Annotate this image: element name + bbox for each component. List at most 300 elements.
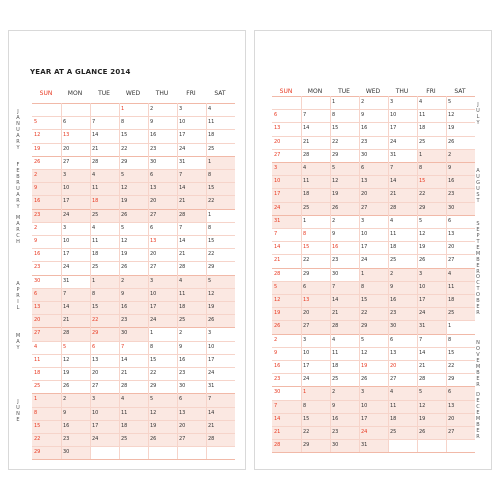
date-cell: 30 — [34, 277, 41, 284]
date-cell: 31 — [419, 323, 426, 330]
date-cell: 26 — [121, 264, 128, 271]
date-cell: 4 — [303, 165, 307, 171]
date-cell: 27 — [179, 436, 186, 442]
date-cell: 25 — [303, 204, 310, 211]
date-cell: 21 — [303, 138, 310, 145]
date-cell: 6 — [179, 396, 183, 403]
date-cell: 29 — [208, 264, 215, 271]
date-cell: 5 — [63, 343, 67, 350]
date-cell: 10 — [361, 402, 368, 409]
date-cell: 11 — [390, 231, 397, 237]
date-cell: 30 — [332, 442, 339, 449]
date-cell: 12 — [34, 132, 41, 139]
date-cell: 3 — [92, 396, 96, 403]
date-cell: 16 — [332, 244, 339, 251]
date-cell: 26 — [150, 436, 157, 442]
column-divider — [388, 96, 389, 452]
date-cell: 31 — [274, 217, 281, 224]
date-cell: 10 — [179, 119, 186, 126]
date-cell: 21 — [208, 422, 215, 429]
date-cell: 6 — [448, 217, 452, 224]
date-cell: 23 — [63, 436, 70, 442]
date-cell: 4 — [448, 270, 452, 277]
date-cell: 4 — [121, 396, 125, 403]
date-cell: 5 — [448, 99, 452, 105]
date-cell: 3 — [274, 165, 278, 171]
date-cell: 1 — [150, 330, 154, 337]
date-cell: 28 — [63, 330, 70, 337]
date-cell: 23 — [150, 145, 157, 152]
date-cell: 10 — [303, 349, 310, 356]
day-header-fri: FRI — [186, 90, 196, 97]
date-cell: 5 — [34, 119, 38, 126]
date-cell: 10 — [63, 238, 70, 244]
date-cell: 17 — [150, 304, 157, 310]
date-cell: 28 — [121, 383, 128, 390]
date-cell: 14 — [274, 244, 281, 251]
date-cell: 28 — [179, 264, 186, 271]
date-cell: 22 — [332, 138, 339, 145]
date-cell: 21 — [63, 317, 70, 324]
date-cell: 20 — [274, 138, 281, 145]
date-cell: 8 — [208, 224, 212, 231]
date-cell: 30 — [390, 323, 397, 330]
date-cell: 17 — [208, 356, 215, 363]
date-cell: 20 — [63, 145, 70, 152]
day-header-sun: SUN — [279, 88, 293, 95]
date-cell: 9 — [121, 290, 125, 297]
date-cell: 16 — [390, 297, 397, 303]
date-cell: 11 — [92, 185, 99, 192]
date-cell: 1 — [208, 211, 212, 218]
date-cell: 15 — [150, 356, 157, 363]
date-cell: 6 — [303, 283, 307, 290]
day-header-wed: WED — [365, 88, 381, 95]
date-cell: 14 — [92, 132, 99, 139]
month-label-february: F E B R U A R Y — [16, 161, 20, 210]
date-cell: 6 — [390, 336, 394, 343]
date-cell: 18 — [390, 415, 397, 422]
date-cell: 16 — [448, 178, 455, 185]
date-cell: 10 — [361, 231, 368, 237]
column-divider — [446, 96, 447, 452]
date-cell: 14 — [208, 409, 215, 416]
date-cell: 6 — [150, 224, 154, 231]
month-label-august: A U G U S T — [476, 168, 480, 204]
week-row — [32, 103, 235, 116]
date-cell: 5 — [274, 283, 278, 290]
date-cell: 23 — [390, 310, 397, 317]
date-cell: 28 — [208, 436, 215, 442]
date-cell: 11 — [179, 290, 186, 297]
column-divider — [119, 103, 120, 459]
date-cell: 29 — [361, 323, 368, 330]
date-cell: 14 — [419, 349, 426, 356]
date-cell: 22 — [208, 251, 215, 258]
date-cell: 22 — [419, 191, 426, 198]
week-row — [272, 96, 475, 109]
date-cell: 2 — [34, 172, 38, 178]
day-header-sat: SAT — [454, 88, 466, 95]
date-cell: 4 — [390, 389, 394, 396]
date-cell: 7 — [303, 112, 307, 119]
date-cell: 21 — [274, 257, 281, 264]
date-cell: 31 — [361, 442, 368, 449]
date-cell: 1 — [419, 151, 423, 158]
date-cell: 8 — [361, 283, 365, 290]
date-cell: 10 — [390, 112, 397, 119]
date-cell: 2 — [34, 224, 38, 231]
date-cell: 30 — [150, 158, 157, 165]
date-cell: 12 — [63, 356, 70, 363]
date-cell: 18 — [121, 422, 128, 429]
date-cell: 27 — [448, 429, 455, 435]
date-cell: 17 — [390, 125, 397, 132]
date-cell: 13 — [34, 304, 41, 310]
column-divider — [177, 103, 178, 459]
grid-bottom-line — [272, 452, 475, 453]
date-cell: 11 — [332, 349, 339, 356]
date-cell: 2 — [361, 99, 365, 105]
date-cell: 16 — [179, 356, 186, 363]
date-cell: 15 — [34, 422, 41, 429]
day-header-tue: TUE — [98, 90, 110, 97]
date-cell: 9 — [448, 165, 452, 171]
date-cell: 24 — [63, 211, 70, 218]
date-cell: 8 — [419, 165, 423, 171]
column-divider — [301, 96, 302, 452]
date-cell: 16 — [34, 251, 41, 258]
date-cell: 12 — [121, 185, 128, 192]
month-label-december: D E C E M B E R — [475, 392, 481, 441]
date-cell: 21 — [179, 198, 186, 205]
date-cell: 24 — [179, 145, 186, 152]
date-cell: 15 — [303, 244, 310, 251]
date-cell: 9 — [390, 283, 394, 290]
column-divider — [417, 96, 418, 452]
date-cell: 21 — [179, 251, 186, 258]
date-cell: 22 — [303, 429, 310, 435]
date-cell: 25 — [208, 145, 215, 152]
date-cell: 27 — [34, 330, 41, 337]
date-cell: 22 — [303, 257, 310, 264]
date-cell: 4 — [92, 224, 96, 231]
date-cell: 29 — [303, 442, 310, 449]
date-cell: 21 — [332, 310, 339, 317]
date-cell: 30 — [361, 151, 368, 158]
date-cell: 20 — [361, 191, 368, 198]
date-cell: 7 — [121, 343, 125, 350]
date-cell: 24 — [303, 376, 310, 383]
date-cell: 19 — [121, 251, 128, 258]
date-cell: 17 — [361, 415, 368, 422]
date-cell: 2 — [63, 396, 67, 403]
date-cell: 18 — [34, 370, 41, 376]
date-cell: 24 — [361, 257, 368, 264]
date-cell: 13 — [150, 185, 157, 192]
date-cell: 15 — [332, 125, 339, 132]
date-cell: 25 — [92, 211, 99, 218]
date-cell: 24 — [92, 436, 99, 442]
date-cell: 19 — [274, 310, 281, 317]
date-cell: 2 — [150, 106, 154, 112]
date-cell: 1 — [303, 389, 307, 396]
column-divider — [148, 103, 149, 459]
date-cell: 4 — [208, 106, 212, 112]
date-cell: 14 — [179, 238, 186, 244]
date-cell: 29 — [34, 449, 41, 456]
date-cell: 18 — [179, 304, 186, 310]
date-cell: 7 — [92, 119, 96, 126]
date-cell: 7 — [419, 336, 423, 343]
date-cell: 19 — [448, 125, 455, 132]
date-cell: 17 — [303, 363, 310, 369]
date-cell: 8 — [208, 172, 212, 178]
date-cell: 17 — [92, 422, 99, 429]
date-cell: 1 — [332, 99, 336, 105]
date-cell: 28 — [390, 204, 397, 211]
date-cell: 8 — [92, 290, 96, 297]
date-cell: 31 — [63, 277, 70, 284]
date-cell: 12 — [419, 231, 426, 237]
date-cell: 28 — [303, 151, 310, 158]
day-header-thu: THU — [395, 88, 409, 95]
date-cell: 29 — [150, 383, 157, 390]
date-cell: 16 — [34, 198, 41, 205]
day-header-mon: MON — [307, 88, 323, 95]
date-cell: 10 — [150, 290, 157, 297]
date-cell: 8 — [332, 112, 336, 119]
date-cell: 12 — [121, 238, 128, 244]
date-cell: 6 — [361, 165, 365, 171]
date-cell: 20 — [150, 251, 157, 258]
date-cell: 23 — [332, 429, 339, 435]
date-cell: 31 — [208, 383, 215, 390]
day-header-fri: FRI — [426, 88, 436, 95]
date-cell: 9 — [34, 185, 38, 192]
date-cell: 3 — [390, 99, 394, 105]
date-cell: 26 — [121, 211, 128, 218]
column-divider — [206, 103, 207, 459]
date-cell: 21 — [390, 191, 397, 198]
date-cell: 20 — [179, 422, 186, 429]
date-cell: 16 — [63, 422, 70, 429]
date-cell: 8 — [150, 343, 154, 350]
date-cell: 25 — [390, 429, 397, 435]
date-cell: 17 — [274, 191, 281, 198]
month-label-october: O C T O B E R — [476, 273, 480, 316]
date-cell: 15 — [92, 304, 99, 310]
date-cell: 3 — [361, 389, 365, 396]
date-cell: 5 — [150, 396, 154, 403]
date-cell: 26 — [361, 376, 368, 383]
date-cell: 5 — [332, 165, 336, 171]
date-cell: 18 — [448, 297, 455, 303]
date-cell: 9 — [361, 112, 365, 119]
date-cell: 18 — [419, 125, 426, 132]
date-cell: 9 — [63, 409, 67, 416]
date-cell: 17 — [63, 198, 70, 205]
date-cell: 11 — [390, 402, 397, 409]
date-cell: 27 — [448, 257, 455, 264]
date-cell: 27 — [361, 204, 368, 211]
date-cell: 29 — [303, 270, 310, 277]
date-cell: 12 — [448, 112, 455, 119]
date-cell: 8 — [121, 119, 125, 126]
date-cell: 20 — [390, 363, 397, 369]
date-cell: 8 — [303, 231, 307, 237]
date-cell: 12 — [274, 297, 281, 303]
date-cell: 23 — [361, 138, 368, 145]
date-cell: 13 — [179, 409, 186, 416]
date-cell: 18 — [92, 198, 99, 205]
date-cell: 15 — [361, 297, 368, 303]
date-cell: 1 — [34, 396, 38, 403]
date-cell: 22 — [208, 198, 215, 205]
day-header-sat: SAT — [214, 90, 226, 97]
column-divider — [330, 96, 331, 452]
date-cell: 16 — [150, 132, 157, 139]
date-cell: 7 — [390, 165, 394, 171]
date-cell: 7 — [208, 396, 212, 403]
date-cell: 23 — [34, 211, 41, 218]
date-cell: 12 — [332, 178, 339, 185]
date-cell: 18 — [390, 244, 397, 251]
date-cell: 13 — [303, 297, 310, 303]
column-divider — [359, 96, 360, 452]
month-label-january: J A N U A R Y — [16, 109, 20, 151]
date-cell: 23 — [274, 376, 281, 383]
date-cell: 5 — [208, 277, 212, 284]
date-cell: 20 — [150, 198, 157, 205]
date-cell: 17 — [361, 244, 368, 251]
date-cell: 1 — [121, 106, 125, 112]
date-cell: 14 — [63, 304, 70, 310]
date-cell: 9 — [179, 343, 183, 350]
date-cell: 18 — [92, 251, 99, 258]
date-cell: 19 — [419, 415, 426, 422]
date-cell: 29 — [332, 151, 339, 158]
date-cell: 27 — [150, 264, 157, 271]
date-cell: 12 — [361, 349, 368, 356]
date-cell: 14 — [121, 356, 128, 363]
date-cell: 14 — [274, 415, 281, 422]
date-cell: 11 — [208, 119, 215, 126]
date-cell: 14 — [303, 125, 310, 132]
month-label-july: J U L Y — [476, 102, 480, 126]
date-cell: 12 — [419, 402, 426, 409]
date-cell: 27 — [63, 158, 70, 165]
date-cell: 4 — [332, 336, 336, 343]
date-cell: 1 — [303, 217, 307, 224]
date-cell: 3 — [63, 172, 67, 178]
date-cell: 26 — [34, 158, 41, 165]
date-cell: 13 — [361, 178, 368, 185]
date-cell: 26 — [419, 257, 426, 264]
date-cell: 3 — [419, 270, 423, 277]
date-cell: 9 — [332, 231, 336, 237]
date-cell: 28 — [274, 442, 281, 449]
date-cell: 14 — [179, 185, 186, 192]
date-cell: 2 — [274, 336, 278, 343]
date-cell: 1 — [361, 270, 365, 277]
date-cell: 25 — [34, 383, 41, 390]
date-cell: 23 — [34, 264, 41, 271]
month-label-november: N O V E M B E R — [475, 339, 481, 388]
date-cell: 4 — [34, 343, 38, 350]
day-header-wed: WED — [125, 90, 141, 97]
date-cell: 11 — [419, 112, 426, 119]
date-cell: 2 — [390, 270, 394, 277]
date-cell: 27 — [92, 383, 99, 390]
month-label-june: J U N E — [16, 399, 20, 424]
date-cell: 4 — [390, 217, 394, 224]
date-cell: 19 — [121, 198, 128, 205]
column-divider — [90, 103, 91, 459]
date-cell: 28 — [332, 323, 339, 330]
date-cell: 15 — [208, 238, 215, 244]
date-cell: 24 — [208, 370, 215, 376]
date-cell: 12 — [208, 290, 215, 297]
date-cell: 10 — [419, 283, 426, 290]
date-cell: 10 — [63, 185, 70, 192]
date-cell: 20 — [448, 415, 455, 422]
date-cell: 6 — [63, 119, 67, 126]
date-cell: 19 — [361, 363, 368, 369]
date-cell: 24 — [63, 264, 70, 271]
date-cell: 27 — [390, 376, 397, 383]
date-cell: 20 — [448, 244, 455, 251]
date-cell: 31 — [179, 158, 186, 165]
date-cell: 15 — [303, 415, 310, 422]
date-cell: 1 — [208, 158, 212, 165]
date-cell: 24 — [150, 317, 157, 324]
date-cell: 16 — [361, 125, 368, 132]
date-cell: 3 — [208, 330, 212, 337]
date-cell: 30 — [332, 270, 339, 277]
date-cell: 29 — [92, 330, 99, 337]
date-cell: 13 — [92, 356, 99, 363]
date-cell: 27 — [150, 211, 157, 218]
date-cell: 22 — [92, 317, 99, 324]
date-cell: 6 — [448, 389, 452, 396]
date-cell: 3 — [63, 224, 67, 231]
date-cell: 15 — [419, 178, 426, 185]
day-header-tue: TUE — [338, 88, 350, 95]
date-cell: 14 — [332, 297, 339, 303]
date-cell: 3 — [361, 217, 365, 224]
date-cell: 4 — [92, 172, 96, 178]
day-header-mon: MON — [67, 90, 83, 97]
date-cell: 14 — [390, 178, 397, 185]
date-cell: 19 — [34, 145, 41, 152]
date-cell: 28 — [179, 211, 186, 218]
date-cell: 25 — [179, 317, 186, 324]
month-label-april: A P R I L — [16, 280, 20, 311]
date-cell: 4 — [179, 277, 183, 284]
date-cell: 2 — [332, 389, 336, 396]
date-cell: 20 — [92, 370, 99, 376]
date-cell: 13 — [448, 402, 455, 409]
date-cell: 26 — [274, 323, 281, 330]
date-cell: 11 — [303, 178, 310, 185]
date-cell: 20 — [34, 317, 41, 324]
date-cell: 2 — [332, 217, 336, 224]
date-cell: 2 — [121, 277, 125, 284]
date-cell: 26 — [448, 138, 455, 145]
date-cell: 24 — [419, 310, 426, 317]
date-cell: 25 — [332, 376, 339, 383]
